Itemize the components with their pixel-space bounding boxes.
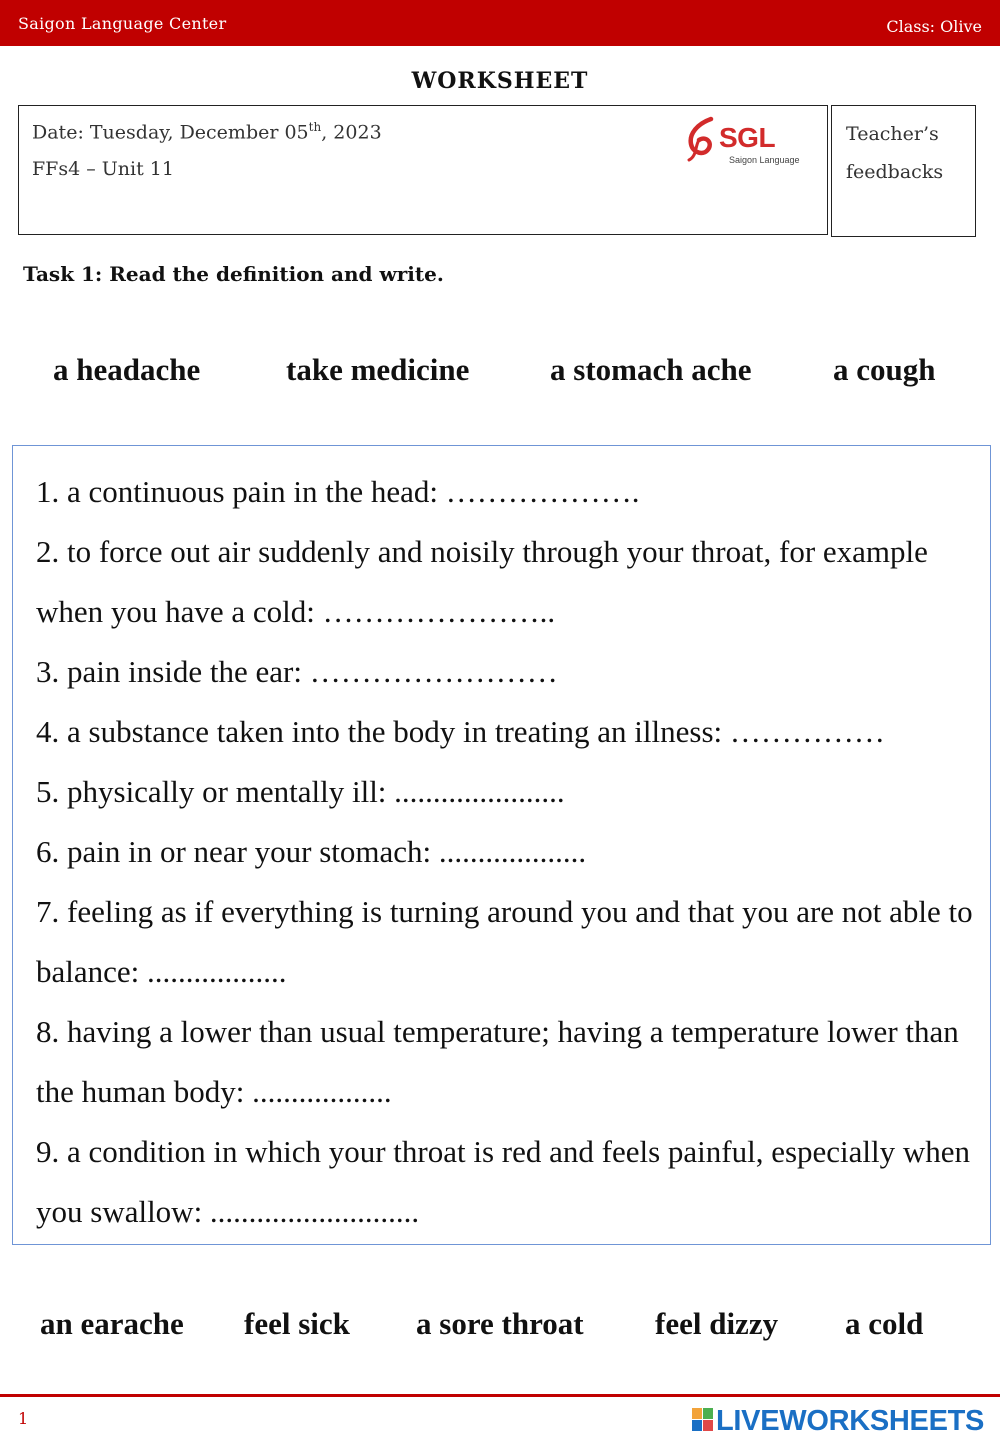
definition-item: 2. to force out air suddenly and noisily through your throat, for example when you have a cold: ………………….. xyxy=(36,534,928,629)
word-bank-item: take medicine xyxy=(286,352,470,387)
word-bank-item: a stomach ache xyxy=(550,352,752,387)
definition-item: 7. feeling as if everything is turning around you and that you are not able to balance: .................. xyxy=(36,894,973,989)
word-bank-item: a sore throat xyxy=(416,1306,584,1341)
definition-item: 4. a substance taken into the body in treating an illness: …………… xyxy=(36,714,885,749)
word-bank-item: an earache xyxy=(40,1306,184,1341)
word-bank-item: a cough xyxy=(833,352,936,387)
footer-divider xyxy=(0,1394,1000,1397)
word-bank-item: feel sick xyxy=(244,1306,350,1341)
page-number: 1 xyxy=(18,1409,29,1428)
definition-item: 6. pain in or near your stomach: ................... xyxy=(36,834,587,869)
logo-tagline: Saigon Language xyxy=(729,155,800,165)
definition-item: 1. a continuous pain in the head: ………………. xyxy=(36,474,640,509)
word-bank-item: feel dizzy xyxy=(655,1306,779,1341)
unit-line: FFs4 – Unit 11 xyxy=(32,158,174,180)
feedback-label: Teacher’s feedbacks xyxy=(846,123,944,183)
word-bank-item: a cold xyxy=(845,1306,924,1341)
definition-item: 8. having a lower than usual temperature; having a temperature lower than the human body: .................. xyxy=(36,1014,959,1109)
class-label: Class: Olive xyxy=(886,17,982,36)
sgl-swoosh-icon xyxy=(685,116,721,162)
logo-text: SGL xyxy=(719,122,776,153)
sgl-logo xyxy=(685,116,800,166)
center-name: Saigon Language Center xyxy=(18,14,227,33)
date-suffix: th xyxy=(308,120,322,134)
date-text: Date: Tuesday, December 05 xyxy=(32,121,309,144)
definitions-list xyxy=(36,462,981,1242)
worksheet-title: WORKSHEET xyxy=(411,68,589,94)
word-bank-top xyxy=(0,352,1000,392)
task-title: Task 1: Read the definition and write. xyxy=(23,262,444,286)
date-year: , 2023 xyxy=(321,121,382,144)
info-box xyxy=(18,105,828,235)
word-bank-bottom xyxy=(0,1306,1000,1346)
brand-text: LIVEWORKSHEETS xyxy=(716,1405,985,1437)
blocks-icon xyxy=(692,1408,714,1432)
liveworksheets-logo xyxy=(692,1405,992,1435)
definition-item: 3. pain inside the ear: …………………… xyxy=(36,654,558,689)
definition-item: 9. a condition in which your throat is red and feels painful, especially when you swallow: ........................... xyxy=(36,1134,971,1229)
teacher-feedback-box xyxy=(831,105,976,237)
definition-item: 5. physically or mentally ill: ...................... xyxy=(36,774,565,809)
word-bank-item: a headache xyxy=(53,352,201,387)
definitions-box xyxy=(12,445,991,1245)
date-line xyxy=(32,120,382,143)
header-bar xyxy=(0,0,1000,46)
